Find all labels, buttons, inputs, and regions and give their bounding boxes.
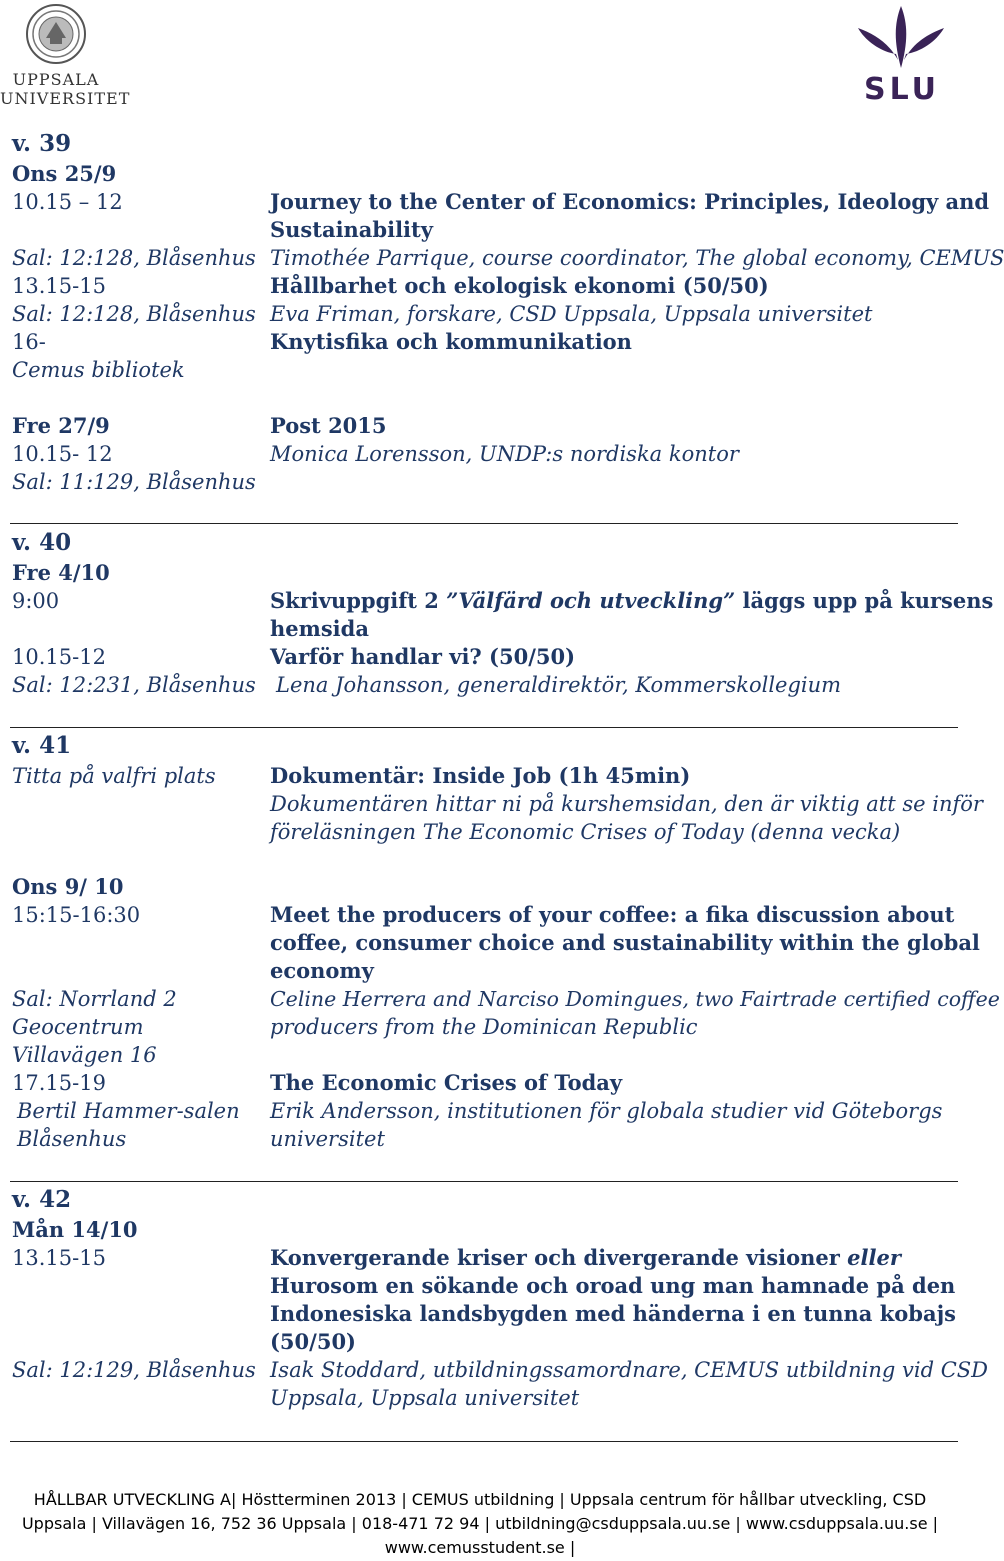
w41-event-2-room-c: Villavägen 16 bbox=[12, 1043, 157, 1067]
week-40-heading: v. 40 bbox=[12, 529, 72, 556]
uu-seal-icon bbox=[0, 2, 112, 66]
w40-event-1-line-1 bbox=[270, 587, 993, 615]
w42-event-1-part-a2: eller bbox=[847, 1245, 901, 1270]
w41-event-2-speaker-b: producers from the Dominican Republic bbox=[270, 1015, 698, 1039]
w40-day: Fre 4/10 bbox=[12, 560, 110, 585]
w39-day-1: Ons 25/9 bbox=[12, 161, 117, 186]
w39-time-3: 16- bbox=[12, 330, 46, 354]
w41-event-2-title-a: Meet the producers of your coffee: a fika discussion about bbox=[270, 902, 955, 927]
w42-time-1: 13.15-15 bbox=[12, 1246, 106, 1270]
w41-event-1-note-b: föreläsningen The Economic Crises of Today (denna vecka) bbox=[270, 820, 901, 844]
w42-event-1-room: Sal: 12:129, Blåsenhus bbox=[12, 1358, 256, 1382]
w41-event-2-title-c: economy bbox=[270, 958, 374, 983]
w42-day: Mån 14/10 bbox=[12, 1217, 138, 1242]
w39-event-2-title: Hållbarhet och ekologisk ekonomi (50/50) bbox=[270, 273, 769, 298]
slu-logo bbox=[846, 0, 956, 110]
w40-event-2-room: Sal: 12:231, Blåsenhus bbox=[12, 673, 256, 697]
w41-place: Titta på valfri plats bbox=[12, 764, 216, 788]
slu-logo-text: SLU bbox=[864, 72, 941, 107]
w39-event-1-speaker: Timothée Parrique, course coordinator, The global economy, CEMUS bbox=[270, 246, 1004, 270]
w39-event-2-speaker: Eva Friman, forskare, CSD Uppsala, Uppsala universitet bbox=[270, 302, 873, 326]
w42-event-1-line-1 bbox=[270, 1244, 901, 1272]
w40-event-1-part-a: Skrivuppgift 2 bbox=[270, 588, 447, 613]
w39-event-4-title: Post 2015 bbox=[270, 413, 387, 438]
w41-event-3-room-b: Blåsenhus bbox=[17, 1127, 127, 1151]
w41-event-3-speaker-a: Erik Andersson, institutionen för globala studier vid Göteborgs bbox=[270, 1099, 943, 1123]
footer-line-1: HÅLLBAR UTVECKLING A| Höstterminen 2013 | CEMUS utbildning | Uppsala centrum för hållbar utveckling, CSD bbox=[33, 1490, 927, 1509]
w39-event-1-room: Sal: 12:128, Blåsenhus bbox=[12, 246, 256, 270]
divider-w41-w42 bbox=[10, 1181, 958, 1182]
week-42-heading: v. 42 bbox=[12, 1186, 72, 1213]
w42-event-1-speaker-a: Isak Stoddard, utbildningssamordnare, CEMUS utbildning vid CSD bbox=[270, 1358, 988, 1382]
w42-event-1-part-a1: Konvergerande kriser och divergerande visioner bbox=[270, 1245, 848, 1270]
w41-time-3: 17.15-19 bbox=[12, 1071, 106, 1095]
w41-event-3-room-a: Bertil Hammer-salen bbox=[17, 1099, 240, 1123]
footer-line-3: www.cemusstudent.se | bbox=[384, 1538, 576, 1557]
w41-event-3-speaker-b: universitet bbox=[270, 1127, 385, 1151]
week-41-heading: v. 41 bbox=[12, 732, 72, 759]
w41-event-2-room-a: Sal: Norrland 2 bbox=[12, 987, 177, 1011]
slu-plant-icon bbox=[846, 2, 956, 74]
w42-event-1-line-2: Hurosom en sökande och oroad ung man hamnade på den bbox=[270, 1273, 956, 1298]
w39-day-2: Fre 27/9 bbox=[12, 413, 110, 438]
w41-event-1-title: Dokumentär: Inside Job (1h 45min) bbox=[270, 763, 691, 788]
uu-logo-line2: UNIVERSITET bbox=[0, 89, 131, 108]
w39-event-3-room: Cemus bibliotek bbox=[12, 358, 185, 382]
w41-event-2-speaker-a: Celine Herrera and Narciso Domingues, two Fairtrade certified coffee bbox=[270, 987, 1000, 1011]
w39-time-4: 10.15- 12 bbox=[12, 442, 113, 466]
week-39-heading: v. 39 bbox=[12, 130, 72, 157]
divider-w40-w41 bbox=[10, 727, 958, 728]
w41-time-2: 15:15-16:30 bbox=[12, 903, 141, 927]
w42-event-1-line-4: (50/50) bbox=[270, 1329, 356, 1354]
w42-event-1-line-3: Indonesiska landsbygden med händerna i en tunna kobajs bbox=[270, 1301, 956, 1326]
w40-event-1-line-2: hemsida bbox=[270, 616, 369, 641]
w41-event-1-note-a: Dokumentären hittar ni på kurshemsidan, den är viktig att se inför bbox=[270, 792, 983, 816]
divider-w42-footer bbox=[10, 1441, 958, 1442]
uu-logo-line1: UPPSALA bbox=[12, 70, 100, 89]
w39-time-2: 13.15-15 bbox=[12, 274, 106, 298]
w41-event-2-room-b: Geocentrum bbox=[12, 1015, 144, 1039]
w40-event-2-speaker: Lena Johansson, generaldirektör, Kommerskollegium bbox=[276, 673, 842, 697]
w39-time-1: 10.15 – 12 bbox=[12, 190, 123, 214]
w39-event-1-title-b: Sustainability bbox=[270, 217, 433, 242]
w40-event-2-title: Varför handlar vi? (50/50) bbox=[270, 644, 576, 669]
w39-event-4-speaker: Monica Lorensson, UNDP:s nordiska kontor bbox=[270, 442, 739, 466]
w40-event-1-part-b: ”Välfärd och utveckling” bbox=[446, 588, 736, 613]
w39-event-3-title: Knytisfika och kommunikation bbox=[270, 329, 632, 354]
uppsala-university-logo bbox=[0, 0, 131, 110]
w41-event-2-title-b: coffee, consumer choice and sustainability within the global bbox=[270, 930, 980, 955]
w40-event-1-part-c: läggs upp på kursens bbox=[735, 588, 994, 613]
w42-event-1-speaker-b: Uppsala, Uppsala universitet bbox=[270, 1386, 580, 1410]
w41-day: Ons 9/ 10 bbox=[12, 874, 124, 899]
w40-time-1: 9:00 bbox=[12, 589, 60, 613]
divider-w39-w40 bbox=[10, 523, 958, 524]
w39-event-4-room: Sal: 11:129, Blåsenhus bbox=[12, 470, 256, 494]
w39-event-2-room: Sal: 12:128, Blåsenhus bbox=[12, 302, 256, 326]
w40-time-2: 10.15-12 bbox=[12, 645, 106, 669]
footer-line-2: Uppsala | Villavägen 16, 752 36 Uppsala | 018-471 72 94 | utbildning@csduppsala.uu.se | www.csduppsala.uu.se | bbox=[21, 1514, 939, 1533]
w41-event-3-title: The Economic Crises of Today bbox=[270, 1070, 623, 1095]
w39-event-1-title-a: Journey to the Center of Economics: Principles, Ideology and bbox=[270, 189, 990, 214]
